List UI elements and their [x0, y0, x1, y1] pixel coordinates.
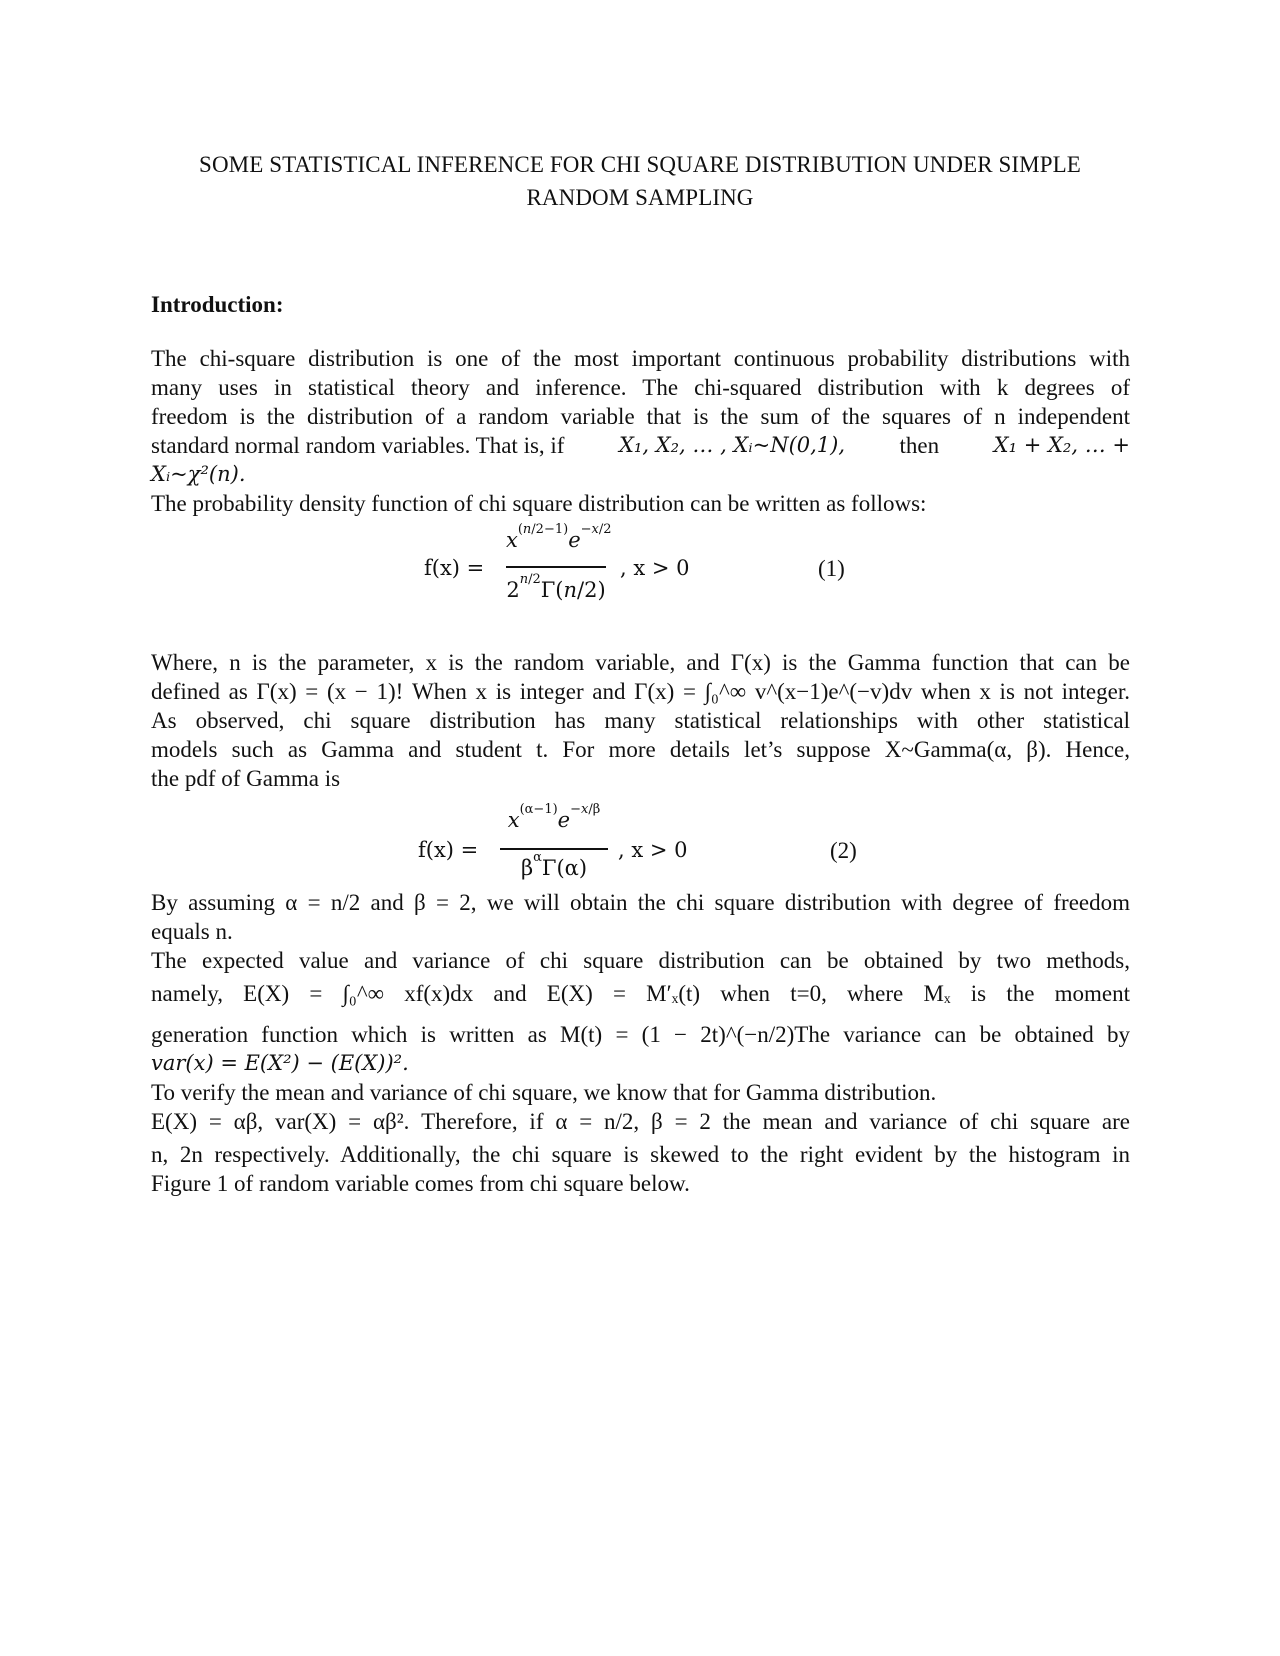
para2-line-2: defined as Γ(x) = (x − 1)! When x is integer and Γ(x) = ∫₀^∞ v^(x−1)e^(−v)dv when x is not integer. [151, 679, 1130, 704]
para1-line-2: many uses in statistical theory and inference. The chi-squared distribution with k degrees of [151, 375, 1130, 400]
para1-line-4-then: then [899, 433, 940, 458]
intro-paragraph [151, 344, 1130, 518]
math-sum: X₁ + X₂, … + [993, 433, 1130, 457]
para3-line-2: equals n. [151, 919, 233, 944]
para1-line-1: The chi-square distribution is one of the most important continuous probability distributions with [151, 346, 1130, 371]
eq1-condition: , x > 0 [620, 556, 690, 580]
moments-paragraph [151, 888, 1130, 1198]
para2-line-1: Where, n is the parameter, x is the random variable, and Γ(x) is the Gamma function that can be [151, 650, 1130, 675]
para3-line-6: var(x) = E(X²) − (E(X))². [151, 1051, 409, 1075]
title-line-1: SOME STATISTICAL INFERENCE FOR CHI SQUARE DISTRIBUTION UNDER SIMPLE [199, 152, 1081, 177]
para3-line-3: The expected value and variance of chi square distribution can be obtained by two methods, [151, 948, 1130, 973]
eq2-fraction-bar [500, 848, 608, 850]
eq2-denominator: $\beta^\alpha\Gamma(\alpha)$ [520, 850, 588, 880]
eq2-number: (2) [830, 838, 857, 863]
para2-line-3: As observed, chi square distribution has many statistical relationships with other statistical [151, 708, 1130, 733]
para3-line-1: By assuming α = n/2 and β = 2, we will obtain the chi square distribution with degree of freedom [151, 890, 1130, 915]
para3-line-4: namely, E(X) = ∫₀^∞ xf(x)dx and E(X) = M′ₓ(t) when t=0, where Mₓ is the moment [151, 981, 1130, 1006]
para1-line-3: freedom is the distribution of a random variable that is the sum of the squares of n independent [151, 404, 1130, 429]
para3-line-10: Figure 1 of random variable comes from chi square below. [151, 1171, 690, 1196]
para1-line-4-text: standard normal random variables. That is, if [151, 433, 565, 458]
gamma-paragraph [151, 648, 1130, 793]
document-title [140, 148, 1140, 214]
title-line-2: RANDOM SAMPLING [526, 185, 754, 210]
eq2-condition: , x > 0 [618, 838, 688, 862]
section-heading: Introduction: [151, 292, 284, 317]
para1-line-4 [151, 431, 1130, 460]
eq1-denominator: $2^{n/2}\Gamma(n/2)$ [506, 572, 606, 602]
math-iid-normal: X₁, X₂, … , Xᵢ~N(0,1), [618, 433, 846, 457]
math-chi-square-dist: Xᵢ~χ²(n). [151, 462, 246, 486]
eq1-number: (1) [818, 556, 845, 581]
para3-line-8: E(X) = αβ, var(X) = αβ². Therefore, if α = n/2, β = 2 the mean and variance of chi square are [151, 1109, 1130, 1134]
eq2-numerator: $x^{(\alpha-1)}e^{-x/\beta}$ [507, 802, 601, 832]
para3-line-9: n, 2n respectively. Additionally, the chi square is skewed to the right evident by the histogram in [151, 1142, 1130, 1167]
eq1-fraction-bar [506, 566, 606, 568]
para3-line-5: generation function which is written as M(t) = (1 − 2t)^(−n/2)The variance can be obtained by [151, 1022, 1130, 1047]
eq2-lhs: f(x) = [418, 838, 479, 862]
eq1-lhs: f(x) = [424, 556, 485, 580]
para3-line-7: To verify the mean and variance of chi square, we know that for Gamma distribution. [151, 1080, 937, 1105]
para2-line-4: models such as Gamma and student t. For more details let’s suppose X~Gamma(α, β). Hence, [151, 737, 1130, 762]
para2-line-5: the pdf of Gamma is [151, 766, 341, 791]
pdf-intro: The probability density function of chi square distribution can be written as follows: [151, 491, 927, 516]
eq1-numerator: $x^{(n/2-1)}e^{-x/2}$ [506, 522, 612, 552]
